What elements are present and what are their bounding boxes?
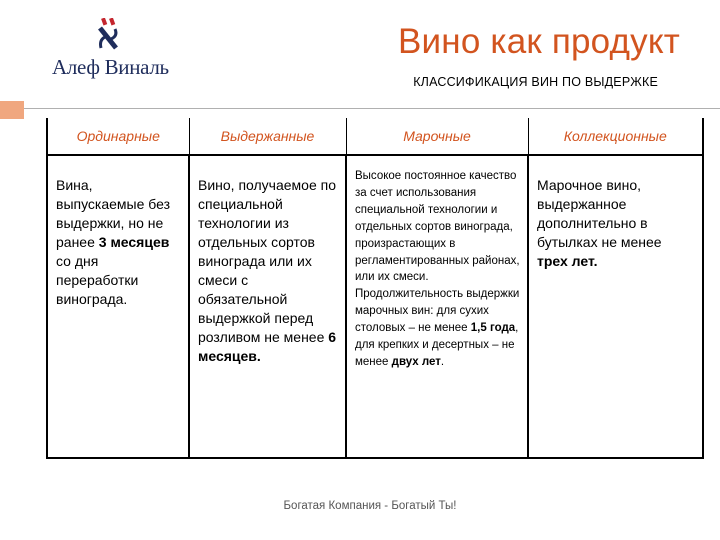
aleph-logo-icon xyxy=(52,18,192,58)
table-row xyxy=(47,155,703,458)
cell-text: Вина, выпускаемые без выдержки, но не ранее xyxy=(56,177,171,250)
divider xyxy=(24,108,720,109)
cell-text: Высокое постоянное качество за счет использования специальной технологии и отдельных сортов винограда, произрастающих в регламентированных районах, или их смеси. Продолжительность выдержки марочных вин: для сухих столовых – не менее xyxy=(355,170,520,335)
cell-text: Вино, получаемое по специальной технологии из отдельных сортов винограда или их смеси с обязательной выдержкой перед розливом не менее xyxy=(198,177,337,345)
cell-aged xyxy=(189,155,346,458)
classification-table xyxy=(46,118,704,459)
footer-slogan: Богатая Компания - Богатый Ты! xyxy=(283,500,457,512)
cell-bold: двух лет xyxy=(391,355,441,368)
header-aged: Выдержанные xyxy=(189,118,346,155)
cell-ordinary xyxy=(47,155,189,458)
header-collection: Коллекционные xyxy=(528,118,703,155)
cell-text: , для крепких и десертных – не менее xyxy=(355,322,519,368)
page-title: Вино как продукт xyxy=(398,22,680,61)
logo-text: Алеф Виналь xyxy=(52,55,169,79)
page-subtitle: КЛАССИФИКАЦИЯ ВИН ПО ВЫДЕРЖКЕ xyxy=(413,75,658,89)
cell-collection xyxy=(528,155,703,458)
cell-bold: 6 месяцев. xyxy=(198,329,337,364)
cell-text: Марочное вино, выдержанное дополнительно в бутылках не менее xyxy=(537,177,662,250)
header-vintage: Марочные xyxy=(346,118,528,155)
cell-text: . xyxy=(440,355,445,368)
cell-text: со дня переработки винограда. xyxy=(56,253,139,307)
company-logo xyxy=(52,18,192,78)
cell-bold: 1,5 года xyxy=(470,322,516,335)
header-ordinary: Ординарные xyxy=(47,118,189,155)
table-header-row xyxy=(47,118,703,155)
cell-bold: 3 месяцев xyxy=(98,234,170,250)
cell-vintage xyxy=(346,155,528,458)
cell-bold: трех лет. xyxy=(537,253,598,269)
accent-block xyxy=(0,101,24,119)
